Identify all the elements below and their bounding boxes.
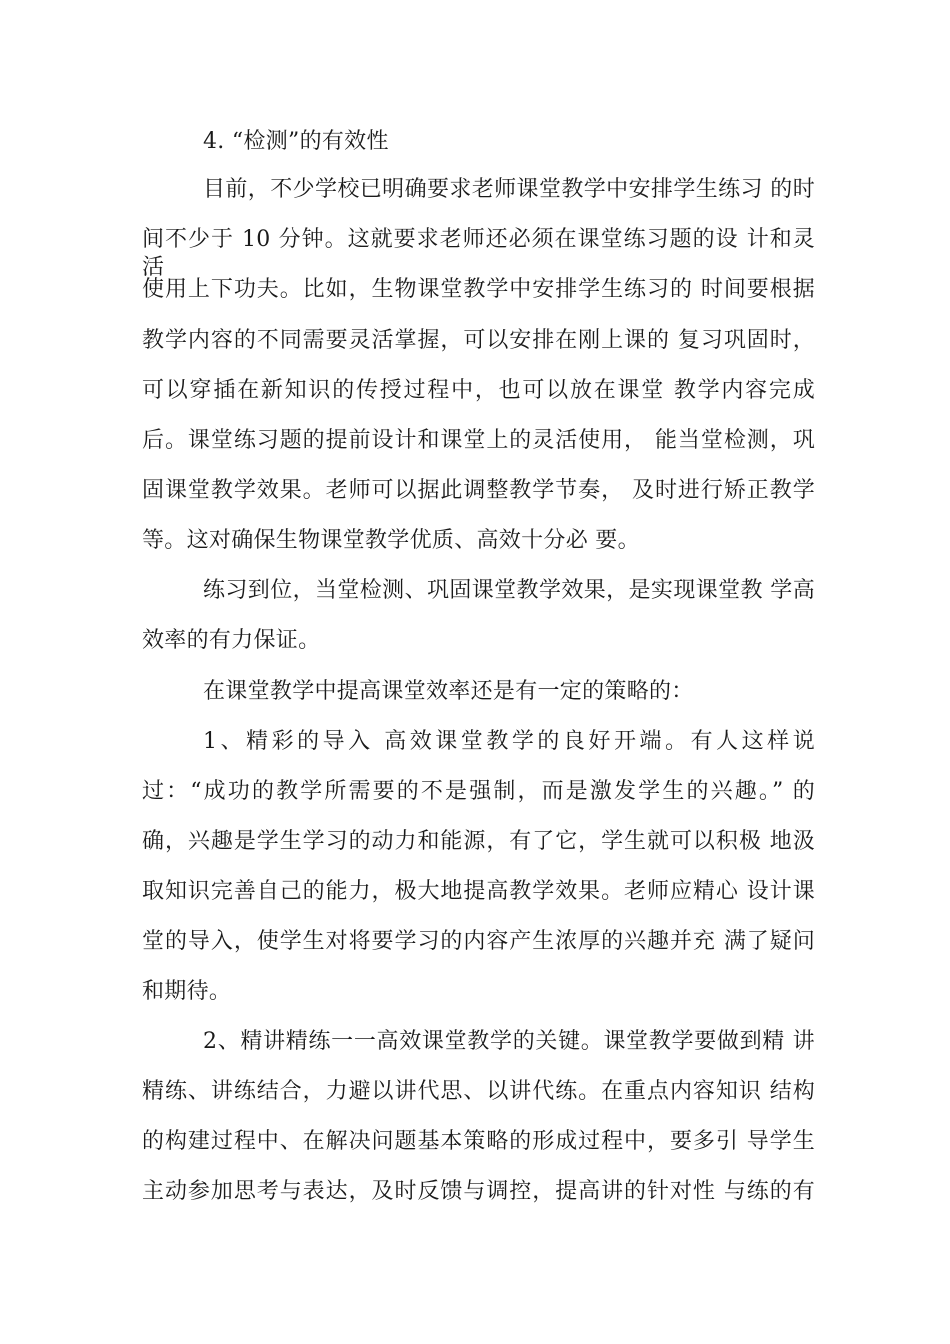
text-line: 取知识完善自己的能力，极大地提高教学效果。老师应精心 设计课	[142, 879, 815, 904]
text-line: 的构建过程中、在解决问题基本策略的形成过程中，要多引 导学生	[142, 1129, 815, 1154]
text-line: 精练、讲练结合，力避以讲代思、以讲代练。在重点内容知识 结构	[142, 1079, 815, 1104]
text-line: 等。这对确保生物课堂教学优质、高效十分必 要。	[142, 528, 640, 553]
text-line: 间不少于 10 分钟。这就要求老师还必须在课堂练习题的设 计和灵活	[142, 227, 815, 280]
text-line: 主动参加思考与表达，及时反馈与调控，提高讲的针对性 与练的有	[142, 1179, 815, 1204]
text-line: 使用上下功夫。比如，生物课堂教学中安排学生练习的 时间要根据	[142, 277, 815, 302]
text-line: 和期待。	[142, 979, 232, 1004]
text-line: 确，兴趣是学生学习的动力和能源，有了它，学生就可以积极 地汲	[142, 829, 815, 854]
text-line: 可以穿插在新知识的传授过程中，也可以放在课堂 教学内容完成	[142, 378, 815, 403]
text-line: 效率的有力保证。	[142, 628, 321, 653]
text-line: 在课堂教学中提高课堂效率还是有一定的策略的：	[203, 679, 694, 704]
text-line: 后。课堂练习题的提前设计和课堂上的灵活使用， 能当堂检测，巩	[142, 428, 815, 453]
text-line: 2、精讲精练一一高效课堂教学的关键。课堂教学要做到精 讲	[203, 1029, 815, 1054]
text-line: 堂的导入，使学生对将要学习的内容产生浓厚的兴趣并充 满了疑问	[142, 929, 815, 954]
section-heading: 4. “检测”的有效性	[203, 129, 389, 154]
text-line: 1、精彩的导入 高效课堂教学的良好开端。有人这样说	[203, 729, 815, 754]
text-line: 练习到位，当堂检测、巩固课堂教学效果，是实现课堂教 学高	[203, 578, 815, 603]
text-line: 目前，不少学校已明确要求老师课堂教学中安排学生练习 的时	[203, 177, 815, 202]
text-line: 过：“成功的教学所需要的不是强制，而是激发学生的兴趣。” 的	[142, 779, 815, 804]
text-line: 固课堂教学效果。老师可以据此调整教学节奏， 及时进行矫正教学	[142, 478, 815, 503]
text-line: 教学内容的不同需要灵活掌握，可以安排在刚上课的 复习巩固时，	[142, 328, 815, 353]
